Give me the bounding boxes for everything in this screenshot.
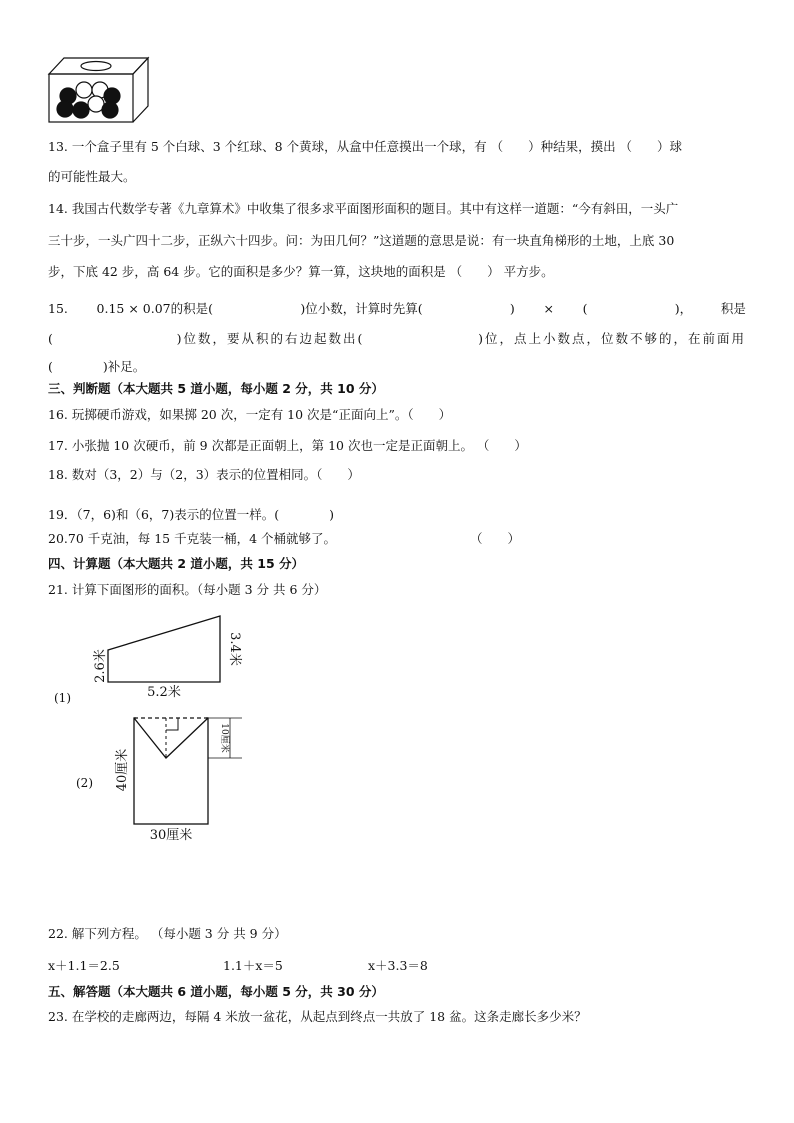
q16: 16. 玩掷硬币游戏，如果掷 20 次，一定有 10 次是“正面向上”。（ ） bbox=[48, 407, 452, 422]
q15-line3: ( )补足。 bbox=[48, 359, 146, 374]
trapezoid-right-label: 3.4米 bbox=[227, 632, 242, 666]
q15-text: )位小数，计算时先算( bbox=[300, 301, 423, 316]
q14-line3: 步，下底 42 步，高 64 步。它的面积是多少？算一算，这块地的面积是 （ ） 平方步。 bbox=[48, 264, 554, 279]
q15-text: ( bbox=[48, 331, 53, 346]
figure1-label: (1) bbox=[54, 691, 71, 705]
white-ball bbox=[76, 82, 92, 98]
balls bbox=[57, 82, 120, 118]
q14-line2: 三十步，一头广四十二步，正纵六十四步。问：为田几何？”这道题的意思是说：有一块直角梯形的土地，上底 30 bbox=[48, 233, 675, 248]
q19: 19．（7，6)和（6，7)表示的位置一样。( ) bbox=[48, 507, 334, 522]
figure2-label: (2) bbox=[76, 776, 93, 790]
q13-line1: 13. 一个盒子里有 5 个白球、3 个红球、8 个黄球，从盒中任意摸出一个球，有 （ ）种结果，摸出 （ ）球 bbox=[48, 139, 683, 154]
black-ball bbox=[73, 102, 89, 118]
right-angle-mark bbox=[166, 718, 178, 730]
section4-title: 四、计算题（本大题共 2 道小题，共 15 分） bbox=[48, 556, 305, 571]
section3-title: 三、判断题（本大题共 5 道小题，每小题 2 分，共 10 分） bbox=[48, 381, 384, 396]
q15-text: 0.15 × 0.07的积是( bbox=[96, 301, 214, 316]
q15-text: ) bbox=[509, 301, 515, 316]
black-ball bbox=[104, 88, 120, 104]
q15-line1 bbox=[48, 300, 746, 318]
q15-text: )， bbox=[674, 301, 693, 316]
trapezoid-shape bbox=[108, 616, 220, 682]
q20: 20.70 千克油，每 15 千克装一桶，4 个桶就够了。 bbox=[48, 531, 337, 546]
equation-1: x＋1.1＝2.5 bbox=[48, 958, 120, 973]
black-ball bbox=[57, 101, 73, 117]
q15-number: 15. bbox=[48, 301, 68, 316]
trapezoid-left-label: 2.6米 bbox=[93, 649, 108, 683]
q22: 22. 解下列方程。 （每小题 3 分 共 9 分） bbox=[48, 926, 287, 941]
q15-text: )位数，要从积的右边起数出( bbox=[176, 331, 365, 346]
rectangle-width-label: 30厘米 bbox=[149, 828, 193, 843]
q15-text: ( bbox=[582, 301, 588, 316]
section5-title: 五、解答题（本大题共 6 道小题，每小题 5 分，共 30 分） bbox=[48, 984, 384, 999]
black-ball bbox=[102, 102, 118, 118]
q17: 17. 小张抛 10 次硬币，前 9 次都是正面朝上，第 10 次也一定是正面朝上。 （ ） bbox=[48, 438, 527, 453]
q18: 18. 数对（3，2）与（2，3）表示的位置相同。（ ） bbox=[48, 467, 360, 482]
ball-box-illustration bbox=[44, 54, 154, 126]
q20-blank: （ ） bbox=[470, 531, 521, 546]
q21: 21. 计算下面图形的面积。（每小题 3 分 共 6 分） bbox=[48, 582, 327, 597]
rectangle-height-label: 40厘米 bbox=[115, 748, 130, 792]
q23: 23. 在学校的走廊两边，每隔 4 米放一盆花，从起点到终点一共放了 18 盆。这条走廊长多少米？ bbox=[48, 1009, 587, 1024]
q15-text: )位，点上小数点，位数不够的，在前面用 bbox=[478, 331, 746, 346]
rectangle-outline bbox=[134, 718, 208, 824]
q15-text: 积是 bbox=[720, 301, 746, 316]
q15-times: × bbox=[543, 301, 554, 316]
notched-rectangle-figure bbox=[70, 712, 260, 852]
q13-line2: 的可能性最大。 bbox=[48, 169, 136, 184]
q14-line1: 14. 我国古代数学专著《九章算术》中收集了很多求平面图形面积的题目。其中有这样一道题：“今有斜田，一头广 bbox=[48, 201, 679, 216]
notch-height-label: 10厘米 bbox=[219, 723, 229, 753]
trapezoid-figure bbox=[50, 610, 250, 710]
trapezoid-bottom-label: 5.2米 bbox=[147, 685, 181, 700]
equation-2: 1.1＋x＝5 bbox=[223, 958, 283, 973]
equation-3: x＋3.3＝8 bbox=[368, 958, 428, 973]
v-notch bbox=[134, 718, 208, 758]
q15-line2 bbox=[48, 330, 746, 348]
